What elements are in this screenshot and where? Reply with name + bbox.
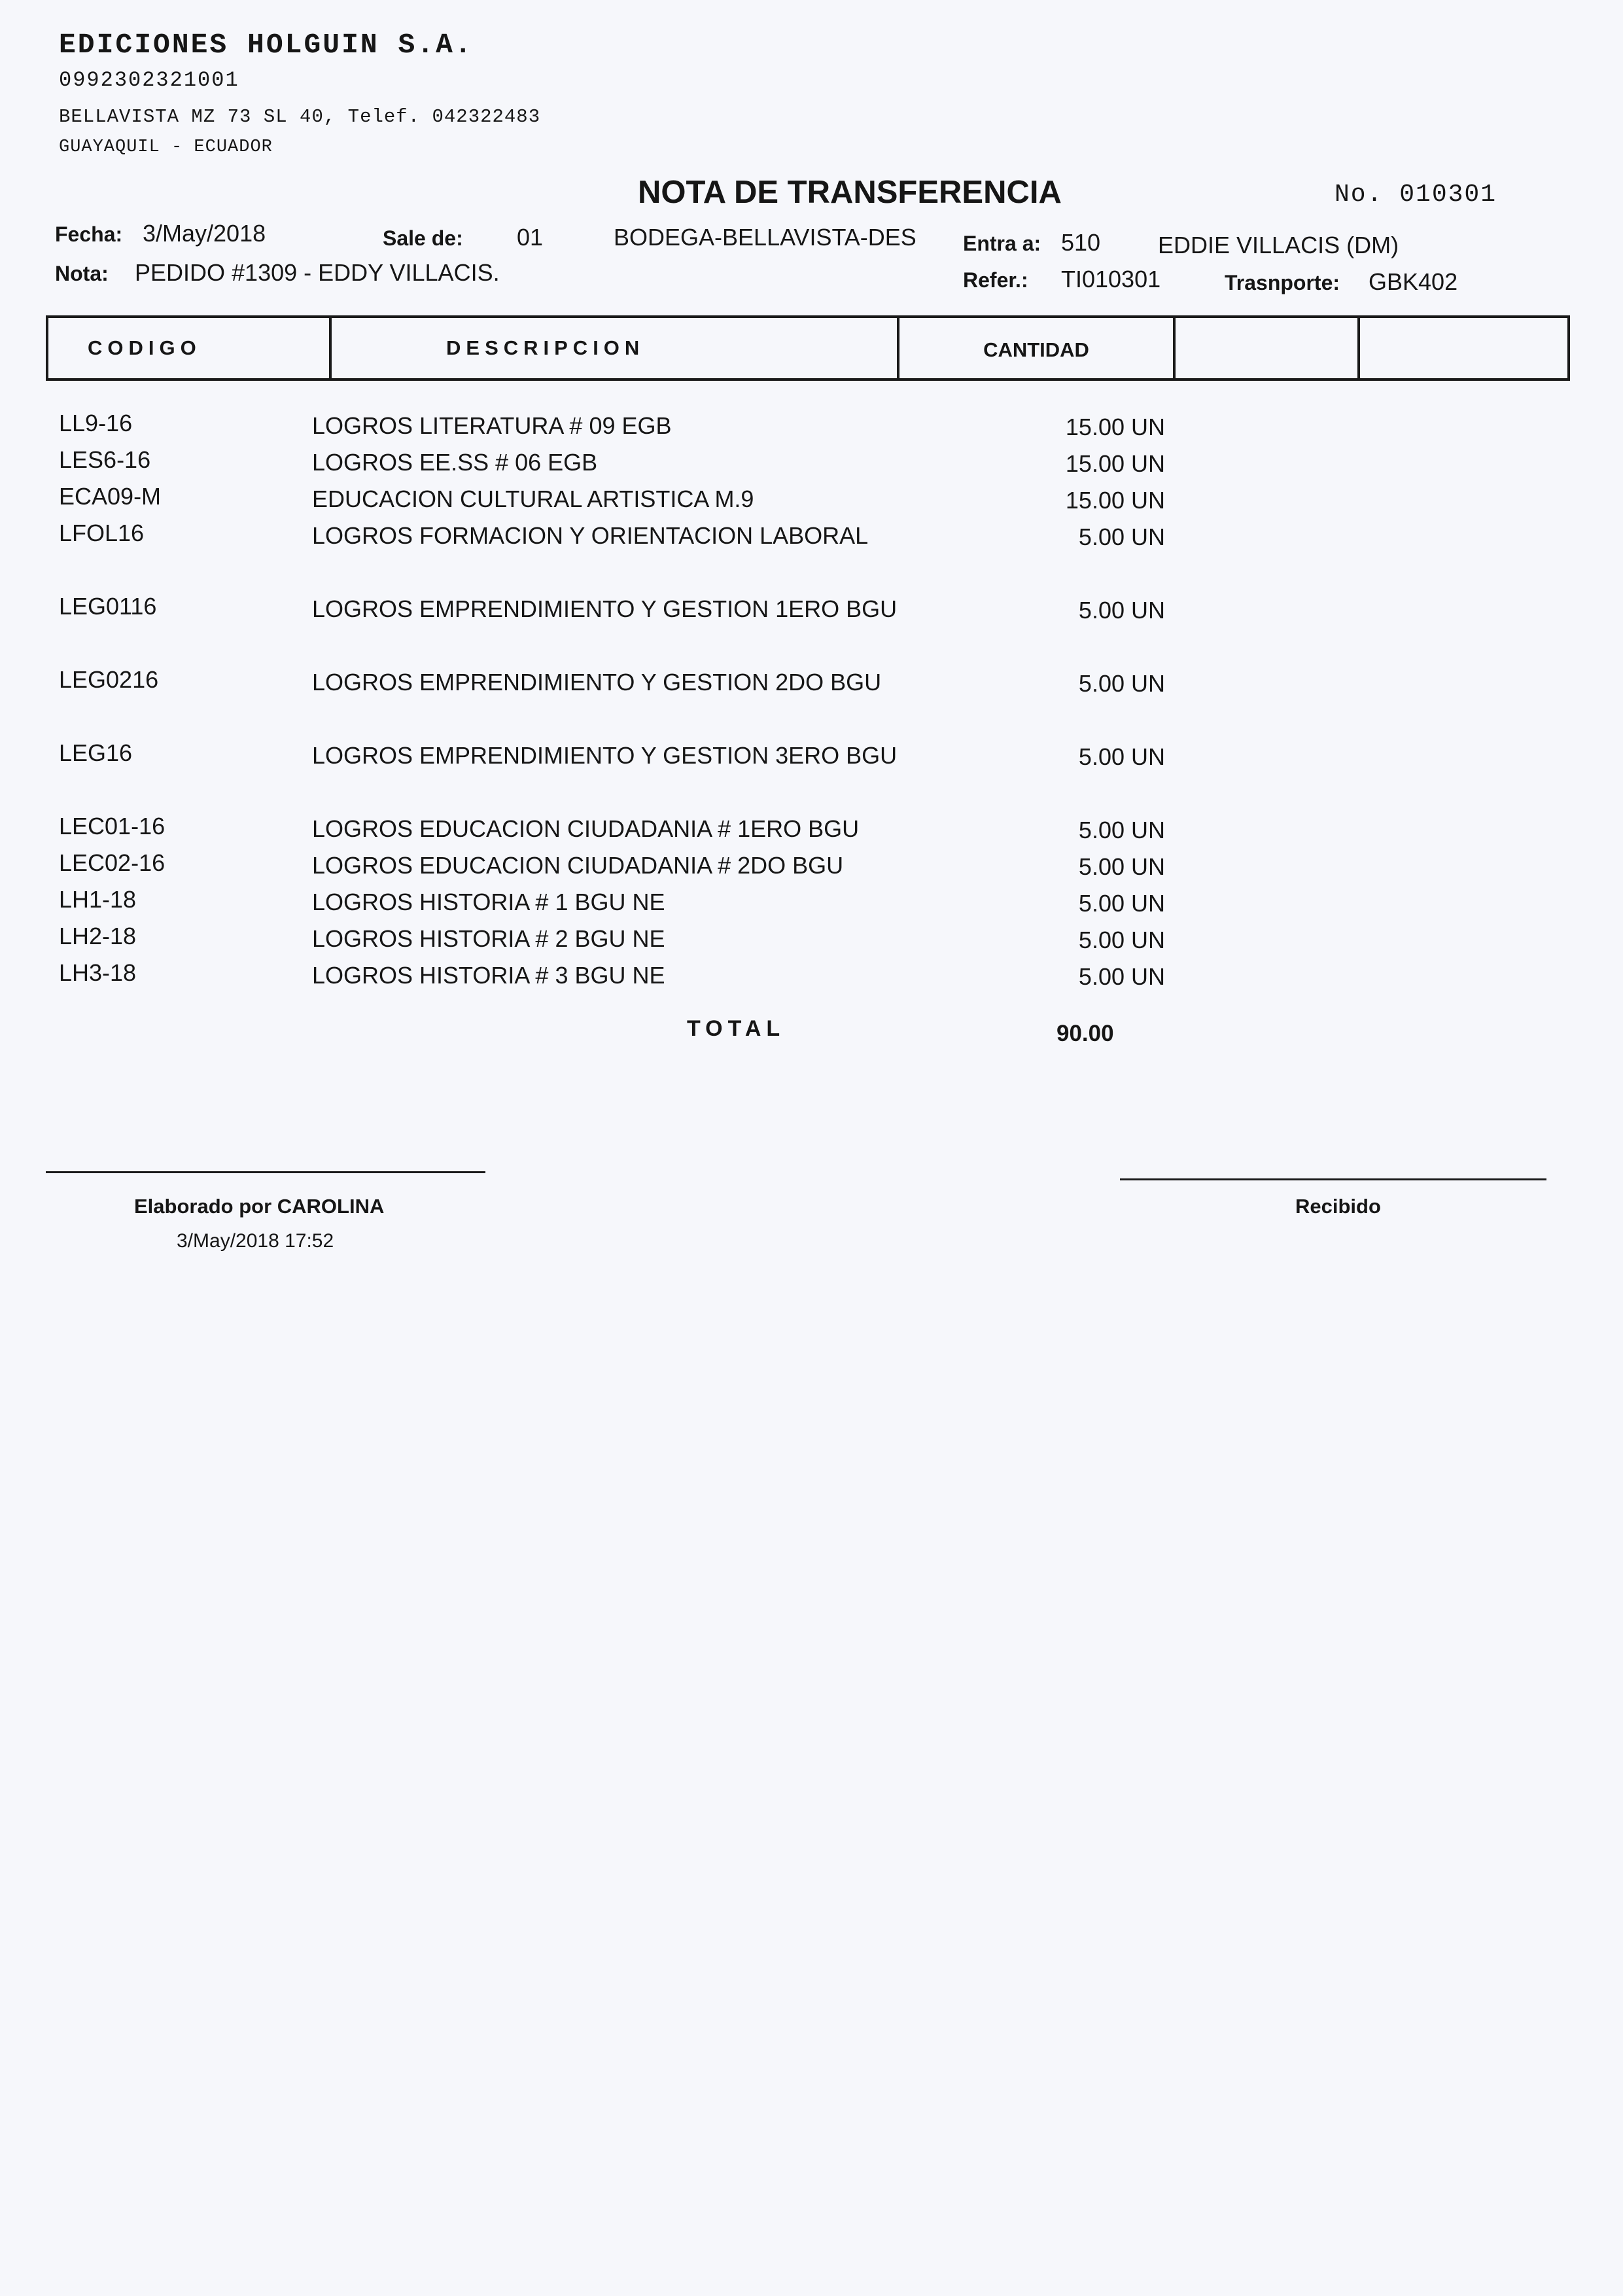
item-code: ECA09-M xyxy=(59,483,162,510)
item-description: LOGROS LITERATURA # 09 EGB xyxy=(312,412,672,439)
item-quantity: 15.00 UN xyxy=(1065,450,1165,477)
document-title: NOTA DE TRANSFERENCIA xyxy=(638,175,1062,210)
table-row xyxy=(0,886,1623,923)
item-description: EDUCACION CULTURAL ARTISTICA M.9 xyxy=(312,486,754,512)
item-description: LOGROS EE.SS # 06 EGB xyxy=(312,449,598,476)
item-description: LOGROS EMPRENDIMIENTO Y GESTION 1ERO BGU xyxy=(312,595,898,622)
item-description: LOGROS FORMACION Y ORIENTACION LABORAL xyxy=(312,522,869,549)
recibido-label: Recibido xyxy=(1295,1195,1381,1218)
column-header-cantidad: CANTIDAD xyxy=(899,318,1176,378)
transporte-value: GBK402 xyxy=(1369,268,1458,295)
table-row xyxy=(0,849,1623,886)
company-name: EDICIONES HOLGUIN S.A. xyxy=(59,29,474,61)
sale-de-label: Sale de: xyxy=(383,226,463,250)
item-quantity: 5.00 UN xyxy=(1078,927,1165,953)
column-header-codigo: CODIGO xyxy=(48,318,332,378)
item-code: LEG0116 xyxy=(59,593,157,620)
table-row xyxy=(0,483,1623,520)
table-row xyxy=(0,446,1623,483)
entra-a-code: 510 xyxy=(1061,229,1101,256)
column-header-empty-2 xyxy=(1360,318,1567,378)
company-city: GUAYAQUIL - ECUADOR xyxy=(59,137,273,157)
item-quantity: 15.00 UN xyxy=(1065,487,1165,514)
item-quantity: 5.00 UN xyxy=(1078,743,1165,770)
table-row xyxy=(0,593,1623,666)
item-code: LL9-16 xyxy=(59,410,133,436)
table-row xyxy=(0,959,1623,996)
table-row xyxy=(0,813,1623,849)
sale-de-code: 01 xyxy=(517,224,544,251)
fecha-value: 3/May/2018 xyxy=(143,220,266,247)
refer-label: Refer.: xyxy=(963,268,1028,292)
fecha-label: Fecha: xyxy=(55,222,123,246)
total-value: 90.00 xyxy=(1056,1021,1114,1046)
item-description: LOGROS EMPRENDIMIENTO Y GESTION 3ERO BGU xyxy=(312,742,898,769)
company-ruc: 0992302321001 xyxy=(59,68,239,92)
entra-a-name: EDDIE VILLACIS (DM) xyxy=(1158,232,1399,258)
table-row xyxy=(0,520,1623,593)
item-description: LOGROS HISTORIA # 1 BGU NE xyxy=(312,889,665,915)
items-list xyxy=(0,410,1623,996)
item-code: LEC01-16 xyxy=(59,813,166,839)
item-quantity: 5.00 UN xyxy=(1078,817,1165,843)
item-code: LEG16 xyxy=(59,739,133,766)
elaborado-por: Elaborado por CAROLINA xyxy=(134,1195,385,1218)
item-quantity: 5.00 UN xyxy=(1078,670,1165,697)
item-quantity: 5.00 UN xyxy=(1078,853,1165,880)
column-header-empty-1 xyxy=(1176,318,1360,378)
item-code: LFOL16 xyxy=(59,520,145,546)
nota-value: PEDIDO #1309 - EDDY VILLACIS. xyxy=(135,259,500,286)
total-label: TOTAL xyxy=(687,1016,786,1041)
item-quantity: 5.00 UN xyxy=(1078,890,1165,917)
item-description: LOGROS EDUCACION CIUDADANIA # 2DO BGU xyxy=(312,852,844,879)
elaborado-datetime: 3/May/2018 17:52 xyxy=(177,1230,334,1252)
item-description: LOGROS HISTORIA # 3 BGU NE xyxy=(312,962,665,989)
item-quantity: 5.00 UN xyxy=(1078,597,1165,624)
column-header-descripcion: DESCRIPCION xyxy=(332,318,899,378)
signature-line-elaborado xyxy=(46,1171,485,1173)
nota-label: Nota: xyxy=(55,262,109,285)
signature-line-recibido xyxy=(1120,1178,1546,1180)
table-row xyxy=(0,666,1623,739)
item-code: LH3-18 xyxy=(59,959,137,986)
table-row xyxy=(0,739,1623,813)
table-row xyxy=(0,923,1623,959)
item-code: LEG0216 xyxy=(59,666,159,693)
item-code: LH2-18 xyxy=(59,923,137,949)
transporte-label: Trasnporte: xyxy=(1225,271,1340,294)
item-description: LOGROS EDUCACION CIUDADANIA # 1ERO BGU xyxy=(312,815,860,842)
item-code: LEC02-16 xyxy=(59,849,166,876)
item-quantity: 5.00 UN xyxy=(1078,523,1165,550)
item-quantity: 15.00 UN xyxy=(1065,414,1165,440)
item-description: LOGROS HISTORIA # 2 BGU NE xyxy=(312,925,665,952)
table-row xyxy=(0,410,1623,446)
refer-value: TI010301 xyxy=(1061,266,1161,292)
item-code: LH1-18 xyxy=(59,886,137,913)
items-table-header xyxy=(46,315,1570,381)
document-number: No. 010301 xyxy=(1335,181,1497,209)
company-address: BELLAVISTA MZ 73 SL 40, Telef. 042322483 xyxy=(59,106,541,128)
item-quantity: 5.00 UN xyxy=(1078,963,1165,990)
item-code: LES6-16 xyxy=(59,446,151,473)
sale-de-name: BODEGA-BELLAVISTA-DES xyxy=(614,224,916,251)
item-description: LOGROS EMPRENDIMIENTO Y GESTION 2DO BGU xyxy=(312,669,882,696)
entra-a-label: Entra a: xyxy=(963,232,1041,255)
